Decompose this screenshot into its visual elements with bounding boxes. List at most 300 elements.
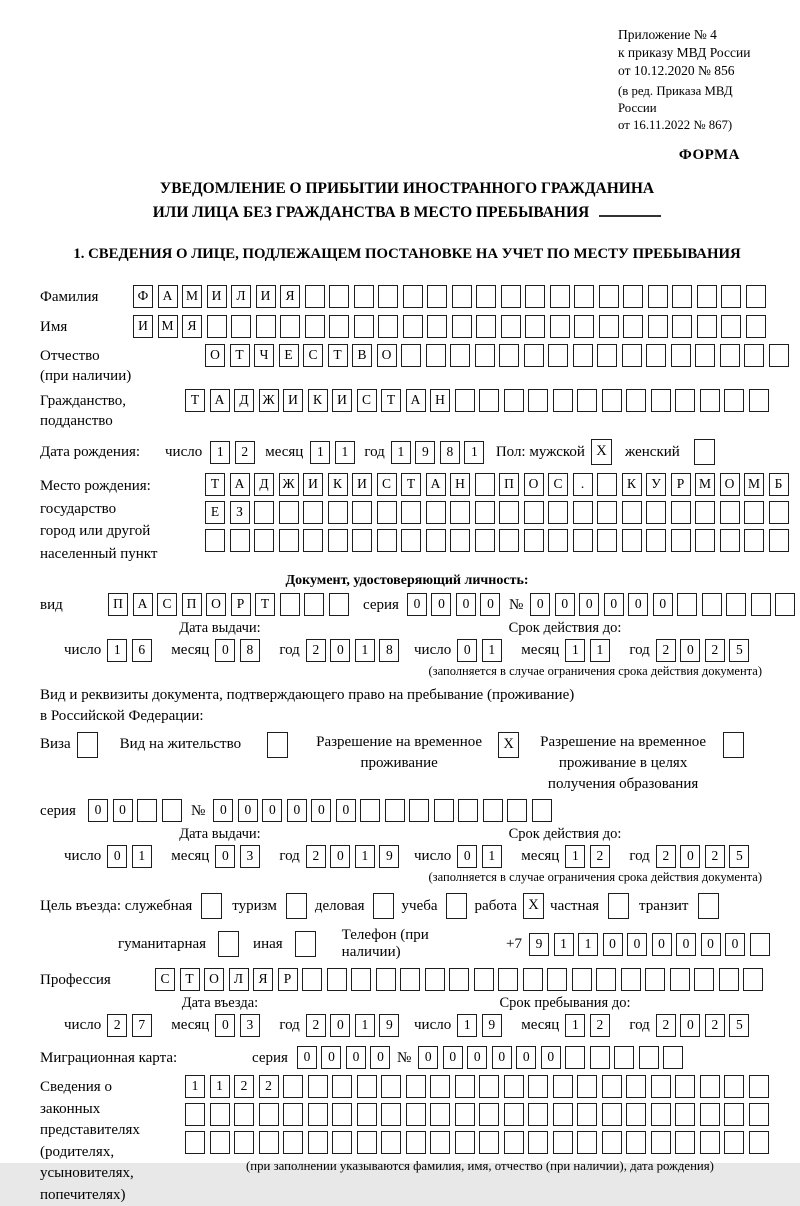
char-cell: 0 xyxy=(530,593,550,616)
char-cell: Т xyxy=(205,473,225,496)
passport-series-cells xyxy=(407,593,505,616)
char-cell: Е xyxy=(205,501,225,524)
sex-male-label: Пол: мужской xyxy=(495,443,585,460)
char-cell xyxy=(621,968,641,991)
number-label: № xyxy=(191,803,206,819)
char-cell: 1 xyxy=(464,441,484,464)
char-cell xyxy=(329,285,349,308)
appendix-line: к приказу МВД России xyxy=(618,45,751,60)
char-cell: 0 xyxy=(88,799,108,822)
char-cell: М xyxy=(695,473,715,496)
char-cell xyxy=(381,1075,401,1098)
char-cell: 5 xyxy=(729,845,749,868)
name-label: Имя xyxy=(40,319,68,335)
char-cell: 8 xyxy=(440,441,460,464)
field-surname xyxy=(40,285,774,308)
char-cell xyxy=(427,285,447,308)
temp-permit-label: Разрешение на временное проживание xyxy=(316,734,483,771)
char-cell xyxy=(721,285,741,308)
char-cell: . xyxy=(573,473,593,496)
char-cell xyxy=(648,285,668,308)
char-cell xyxy=(672,285,692,308)
char-cell xyxy=(283,1103,303,1126)
char-cell xyxy=(401,529,421,552)
profession-cells xyxy=(155,968,768,991)
char-cell: 2 xyxy=(306,639,326,662)
char-cell: 0 xyxy=(604,593,624,616)
char-cell xyxy=(426,501,446,524)
char-cell xyxy=(648,315,668,338)
char-cell xyxy=(602,1131,622,1154)
passport-issue-year-cells xyxy=(306,639,404,662)
char-cell xyxy=(573,501,593,524)
char-cell xyxy=(303,501,323,524)
char-cell: Р xyxy=(231,593,251,616)
field-migration-card xyxy=(40,1046,774,1069)
purpose-tourism-checkbox xyxy=(286,893,307,919)
char-cell: С xyxy=(548,473,568,496)
char-cell: О xyxy=(524,473,544,496)
char-cell xyxy=(259,1131,279,1154)
visa-checkbox xyxy=(77,732,98,758)
number-label: № xyxy=(396,1050,412,1066)
passport-issue-month-cells xyxy=(215,639,264,662)
char-cell: 0 xyxy=(113,799,133,822)
char-cell: 0 xyxy=(215,639,235,662)
char-cell: 1 xyxy=(590,639,610,662)
char-cell xyxy=(547,968,567,991)
char-cell xyxy=(377,501,397,524)
char-cell xyxy=(597,529,617,552)
permit-dates: число 0 1 месяц 0 3 год 2 0 1 9 число 0 1 месяц 1 2 год 2 0 2 5 xyxy=(40,845,774,868)
entry-purpose-row2 xyxy=(40,927,774,961)
guardians-note: (при заполнении указываются фамилия, имя, отчество (при наличии), дата рождения) xyxy=(246,1159,714,1173)
validity-note: (заполняется в случае ограничения срока действия документа) xyxy=(428,870,762,884)
char-cell: 1 xyxy=(482,639,502,662)
char-cell xyxy=(645,968,665,991)
char-cell xyxy=(476,285,496,308)
entry-year-cells xyxy=(306,1014,404,1037)
passport-expiry-year-cells xyxy=(656,639,754,662)
guardians-cells-row1 xyxy=(185,1075,775,1098)
char-cell: 0 xyxy=(457,845,477,868)
char-cell xyxy=(572,968,592,991)
char-cell xyxy=(599,315,619,338)
sex-female-checkbox xyxy=(694,439,715,465)
year-label: год xyxy=(364,443,385,460)
valid-until-caption: Срок действия до: xyxy=(508,826,622,842)
char-cell xyxy=(279,529,299,552)
char-cell xyxy=(504,1075,524,1098)
char-cell: 0 xyxy=(603,933,623,956)
stay-year-cells xyxy=(656,1014,754,1037)
field-citizenship xyxy=(40,389,774,431)
char-cell: 1 xyxy=(565,639,585,662)
char-cell: 0 xyxy=(213,799,233,822)
char-cell xyxy=(504,389,524,412)
char-cell xyxy=(597,501,617,524)
char-cell xyxy=(695,344,715,367)
validity-note: (заполняется в случае ограничения срока действия документа) xyxy=(428,664,762,678)
char-cell: 1 xyxy=(210,1075,230,1098)
char-cell xyxy=(507,799,527,822)
char-cell xyxy=(553,1103,573,1126)
char-cell: 0 xyxy=(579,593,599,616)
permit-issue-day-cells xyxy=(107,845,156,868)
char-cell xyxy=(426,529,446,552)
char-cell: И xyxy=(303,473,323,496)
char-cell: А xyxy=(426,473,446,496)
char-cell xyxy=(479,389,499,412)
issue-date-caption: Дата выдачи: xyxy=(179,620,261,636)
char-cell: 2 xyxy=(235,441,255,464)
char-cell: С xyxy=(303,344,323,367)
form-title xyxy=(40,177,774,225)
entry-stay-dates: число 2 7 месяц 0 3 год 2 0 1 9 число 1 9 месяц 1 2 год 2 0 2 5 xyxy=(40,1014,774,1037)
birth-month-cells xyxy=(310,441,359,464)
char-cell: 0 xyxy=(680,1014,700,1037)
day-label: число xyxy=(165,443,203,460)
char-cell xyxy=(675,389,695,412)
char-cell xyxy=(475,473,495,496)
purpose-tourism-label: туризм xyxy=(232,897,277,914)
valid-until-caption: Срок действия до: xyxy=(508,620,622,636)
char-cell: 0 xyxy=(215,1014,235,1037)
char-cell: 0 xyxy=(701,933,721,956)
surname-cells xyxy=(133,285,770,308)
char-cell: И xyxy=(256,285,276,308)
char-cell: 9 xyxy=(482,1014,502,1037)
char-cell: С xyxy=(155,968,175,991)
char-cell: 0 xyxy=(492,1046,512,1069)
revision-line: (в ред. Приказа МВД России xyxy=(618,84,733,115)
birth-day-cells xyxy=(210,441,259,464)
birthplace-cells-row1 xyxy=(205,473,793,496)
char-cell xyxy=(602,389,622,412)
char-cell xyxy=(254,501,274,524)
char-cell xyxy=(406,1075,426,1098)
char-cell xyxy=(597,473,617,496)
blank-underline xyxy=(599,201,661,217)
char-cell xyxy=(475,529,495,552)
char-cell xyxy=(523,968,543,991)
char-cell: 0 xyxy=(407,593,427,616)
char-cell xyxy=(501,285,521,308)
char-cell: К xyxy=(622,473,642,496)
char-cell xyxy=(455,389,475,412)
field-guardians xyxy=(40,1075,774,1206)
char-cell: 1 xyxy=(355,845,375,868)
char-cell: И xyxy=(352,473,372,496)
char-cell: О xyxy=(377,344,397,367)
char-cell xyxy=(162,799,182,822)
char-cell xyxy=(400,968,420,991)
char-cell xyxy=(430,1103,450,1126)
char-cell: К xyxy=(308,389,328,412)
char-cell: Д xyxy=(254,473,274,496)
char-cell xyxy=(646,529,666,552)
char-cell: Л xyxy=(231,285,251,308)
char-cell xyxy=(749,1103,769,1126)
char-cell xyxy=(455,1131,475,1154)
char-cell xyxy=(378,315,398,338)
phone-cells xyxy=(529,933,774,956)
char-cell xyxy=(677,593,697,616)
series-label: серия xyxy=(363,597,399,613)
passport-issue-day-cells xyxy=(107,639,156,662)
passport-number-cells xyxy=(530,593,800,616)
char-cell xyxy=(695,529,715,552)
field-permit-series-number xyxy=(40,799,774,822)
purpose-private-label: частная xyxy=(550,897,600,914)
char-cell xyxy=(205,529,225,552)
char-cell: 0 xyxy=(480,593,500,616)
purpose-business-checkbox xyxy=(373,893,394,919)
char-cell xyxy=(695,501,715,524)
char-cell xyxy=(377,529,397,552)
char-cell: 0 xyxy=(431,593,451,616)
char-cell xyxy=(565,1046,585,1069)
char-cell xyxy=(525,315,545,338)
char-cell xyxy=(207,315,227,338)
char-cell xyxy=(525,285,545,308)
char-cell xyxy=(430,1131,450,1154)
purpose-business-label: деловая xyxy=(314,897,365,914)
residence-permit-checkbox xyxy=(267,732,288,758)
char-cell xyxy=(357,1103,377,1126)
field-identity-doc xyxy=(40,593,774,616)
permit-issue-month-cells xyxy=(215,845,264,868)
char-cell xyxy=(550,315,570,338)
char-cell: 0 xyxy=(467,1046,487,1069)
char-cell xyxy=(452,285,472,308)
char-cell xyxy=(231,315,251,338)
char-cell xyxy=(403,315,423,338)
char-cell xyxy=(401,344,421,367)
permit-expiry-year-cells xyxy=(656,845,754,868)
form-title-line2: ИЛИ ЛИЦА БЕЗ ГРАЖДАНСТВА В МЕСТО ПРЕБЫВАНИЯ xyxy=(40,201,774,225)
char-cell xyxy=(401,501,421,524)
char-cell: 7 xyxy=(132,1014,152,1037)
entry-day-cells xyxy=(107,1014,156,1037)
char-cell: К xyxy=(328,473,348,496)
char-cell: Б xyxy=(769,473,789,496)
passport-date-captions xyxy=(40,620,774,637)
phone-prefix: +7 xyxy=(506,935,522,952)
field-patronymic xyxy=(40,344,774,386)
char-cell: 0 xyxy=(297,1046,317,1069)
char-cell xyxy=(626,1075,646,1098)
char-cell: 1 xyxy=(185,1075,205,1098)
char-cell: 2 xyxy=(590,1014,610,1037)
purpose-other-checkbox xyxy=(295,931,316,957)
char-cell xyxy=(749,1075,769,1098)
char-cell xyxy=(724,1131,744,1154)
char-cell: 2 xyxy=(705,639,725,662)
char-cell xyxy=(614,1046,634,1069)
birthplace-cells-row3 xyxy=(205,529,793,552)
edu-permit-label: Разрешение на временное проживание в целях получения образования xyxy=(540,734,707,792)
char-cell xyxy=(577,1075,597,1098)
char-cell xyxy=(256,315,276,338)
char-cell: 1 xyxy=(578,933,598,956)
purpose-transit-label: транзит xyxy=(639,897,689,914)
char-cell: 1 xyxy=(210,441,230,464)
char-cell xyxy=(352,529,372,552)
migration-card-label: Миграционная карта: xyxy=(40,1050,178,1066)
char-cell: Ж xyxy=(279,473,299,496)
char-cell xyxy=(675,1131,695,1154)
char-cell: А xyxy=(158,285,178,308)
char-cell xyxy=(651,389,671,412)
char-cell xyxy=(279,501,299,524)
char-cell: 0 xyxy=(336,799,356,822)
char-cell: 1 xyxy=(355,1014,375,1037)
char-cell xyxy=(553,1131,573,1154)
char-cell: 2 xyxy=(259,1075,279,1098)
permit-series-cells xyxy=(88,799,186,822)
char-cell xyxy=(427,315,447,338)
char-cell: 0 xyxy=(555,593,575,616)
char-cell: Я xyxy=(280,285,300,308)
purpose-study-checkbox xyxy=(446,893,467,919)
birthplace-label: Место рождения: государство город или другой населенный пункт xyxy=(40,478,158,562)
char-cell xyxy=(409,799,429,822)
surname-label: Фамилия xyxy=(40,289,99,305)
char-cell xyxy=(499,529,519,552)
char-cell: 0 xyxy=(370,1046,390,1069)
guardians-cells-row3 xyxy=(185,1131,775,1154)
char-cell xyxy=(769,529,789,552)
char-cell: С xyxy=(357,389,377,412)
char-cell xyxy=(694,968,714,991)
guardians-cells-row2 xyxy=(185,1103,775,1126)
char-cell xyxy=(702,593,722,616)
char-cell: Т xyxy=(230,344,250,367)
permit-expiry-day-cells xyxy=(457,845,506,868)
entry-date-caption: Дата въезда: xyxy=(181,995,259,1011)
char-cell xyxy=(720,344,740,367)
char-cell xyxy=(308,1103,328,1126)
char-cell xyxy=(675,1075,695,1098)
char-cell xyxy=(749,1131,769,1154)
name-cells xyxy=(133,315,770,338)
purpose-other-label: иная xyxy=(253,935,283,952)
char-cell xyxy=(744,529,764,552)
char-cell xyxy=(354,315,374,338)
char-cell xyxy=(724,1103,744,1126)
char-cell xyxy=(332,1103,352,1126)
char-cell xyxy=(305,285,325,308)
char-cell xyxy=(646,501,666,524)
form-title-line1: УВЕДОМЛЕНИЕ О ПРИБЫТИИ ИНОСТРАННОГО ГРАЖДАНИНА xyxy=(159,180,655,197)
char-cell xyxy=(259,1103,279,1126)
char-cell xyxy=(553,1075,573,1098)
char-cell xyxy=(599,285,619,308)
char-cell: 2 xyxy=(590,845,610,868)
char-cell xyxy=(352,501,372,524)
char-cell xyxy=(452,315,472,338)
char-cell: 0 xyxy=(653,593,673,616)
char-cell xyxy=(721,315,741,338)
char-cell xyxy=(455,1075,475,1098)
purpose-humanitarian-checkbox xyxy=(218,931,239,957)
issue-date-caption: Дата выдачи: xyxy=(179,826,261,842)
char-cell xyxy=(406,1131,426,1154)
char-cell xyxy=(475,344,495,367)
char-cell xyxy=(577,389,597,412)
char-cell xyxy=(590,1046,610,1069)
char-cell xyxy=(744,501,764,524)
char-cell xyxy=(751,593,771,616)
purpose-work-label: работа xyxy=(474,897,518,914)
char-cell xyxy=(357,1131,377,1154)
char-cell xyxy=(474,968,494,991)
char-cell: 1 xyxy=(335,441,355,464)
permit-issue-year-cells xyxy=(306,845,404,868)
char-cell xyxy=(675,1103,695,1126)
char-cell: З xyxy=(230,501,250,524)
char-cell xyxy=(430,1075,450,1098)
char-cell xyxy=(403,285,423,308)
purpose-transit-checkbox xyxy=(698,893,719,919)
residence-permit-label: Вид на жительство xyxy=(119,736,242,752)
char-cell xyxy=(483,799,503,822)
char-cell: 0 xyxy=(652,933,672,956)
edu-permit-checkbox xyxy=(723,732,744,758)
identity-doc-heading: Документ, удостоверяющий личность: xyxy=(285,573,529,588)
char-cell: С xyxy=(377,473,397,496)
field-name xyxy=(40,315,774,338)
char-cell: Т xyxy=(185,389,205,412)
char-cell: 0 xyxy=(330,639,350,662)
char-cell xyxy=(720,501,740,524)
char-cell xyxy=(744,344,764,367)
birthdate-label: Дата рождения: xyxy=(40,443,141,460)
char-cell: 1 xyxy=(391,441,411,464)
citizenship-cells xyxy=(185,389,773,412)
char-cell: 1 xyxy=(355,639,375,662)
char-cell: С xyxy=(157,593,177,616)
char-cell: 1 xyxy=(132,845,152,868)
char-cell xyxy=(663,1046,683,1069)
passport-dates: число 1 6 месяц 0 8 год 2 0 1 8 число 0 1 месяц 1 1 год 2 0 2 5 xyxy=(40,639,774,662)
char-cell: 0 xyxy=(107,845,127,868)
number-label: № xyxy=(508,597,524,613)
char-cell xyxy=(479,1075,499,1098)
char-cell xyxy=(577,1103,597,1126)
char-cell xyxy=(528,1075,548,1098)
char-cell: Т xyxy=(381,389,401,412)
char-cell: Ж xyxy=(259,389,279,412)
char-cell: 2 xyxy=(306,1014,326,1037)
char-cell: 0 xyxy=(627,933,647,956)
char-cell xyxy=(602,1103,622,1126)
month-label: месяц xyxy=(265,443,304,460)
law-reference xyxy=(618,26,774,134)
char-cell: 0 xyxy=(346,1046,366,1069)
char-cell xyxy=(528,1103,548,1126)
char-cell xyxy=(234,1131,254,1154)
char-cell xyxy=(329,315,349,338)
char-cell: 0 xyxy=(457,639,477,662)
char-cell xyxy=(450,529,470,552)
char-cell: 2 xyxy=(306,845,326,868)
purpose-work-checkbox: X xyxy=(523,893,544,919)
char-cell: 3 xyxy=(240,845,260,868)
char-cell xyxy=(332,1075,352,1098)
char-cell: А xyxy=(210,389,230,412)
